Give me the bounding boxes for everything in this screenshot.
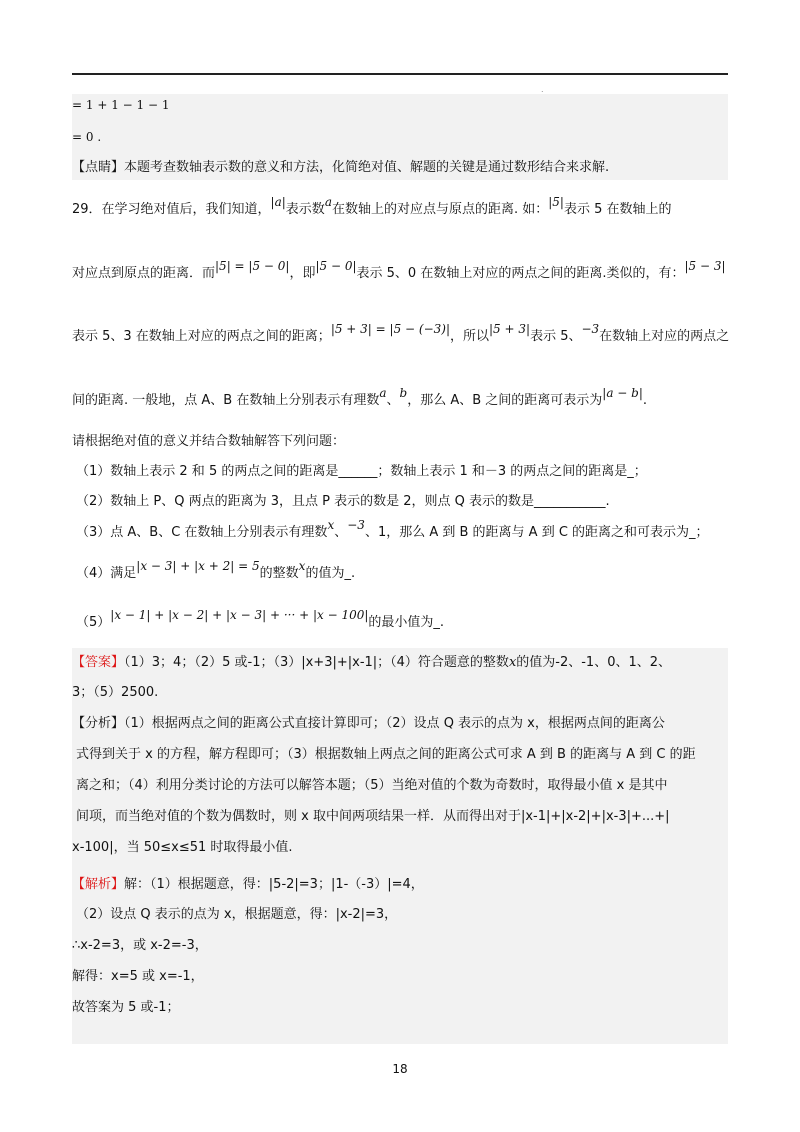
answer-label: 【答案】 <box>72 655 125 670</box>
q29-line-4: 间的距离. 一般地，点 A、B 在数轴上分别表示有理数a、b，那么 A、B 之间的距离可表示为|a − b|. <box>72 386 648 408</box>
equation-line-2: = 0 . <box>72 130 102 144</box>
analysis-label: 【分析】 <box>72 716 125 731</box>
solution-label: 【解析】 <box>72 877 125 892</box>
solution-line-3: ∴x-2=3，或 x-2=-3， <box>72 938 208 953</box>
analysis-line-1: 【分析】（1）根据两点之间的距离公式直接计算即可；（2）设点 Q 表示的点为 x，根据两点间的距离公 <box>72 716 665 731</box>
q29-sub-1: （1）数轴上表示 2 和 5 的两点之间的距离是______；数轴上表示 1 和－3 的两点之间的距离是_； <box>76 464 647 479</box>
math-a: a <box>324 195 332 209</box>
q29-line-1: 29．在学习绝对值后，我们知道，|a|表示数a在数轴上的对应点与原点的距离. 如：|5|表示 5 在数轴上的 <box>72 195 672 217</box>
q29-sub-5: （5）|x − 1| + |x − 2| + |x − 3| + ··· + |x − 100|的最小值为_. <box>76 608 445 630</box>
answer-line-2: 3；（5）2500. <box>72 685 159 700</box>
solution-line-2: （2）设点 Q 表示的点为 x，根据题意，得：|x-2|=3， <box>76 907 398 922</box>
q29-line-3: 表示 5、3 在数轴上对应的两点之间的距离；|5 + 3| = |5 − (−3)|，所以|5 + 3|表示 5、−3在数轴上对应的两点之 <box>72 322 730 344</box>
q29-sub-2: （2）数轴上 P、Q 两点的距离为 3，且点 P 表示的数是 2，则点 Q 表示的数是___________. <box>76 494 610 509</box>
solution-line-5: 故答案为 5 或-1； <box>72 1000 180 1015</box>
solution-line-1: 【解析】解：（1）根据题意，得：|5-2|=3；|1-（-3）|=4， <box>72 877 424 892</box>
header-mark: . <box>541 85 544 94</box>
dianjing-line <box>72 158 609 178</box>
dianjing-text: 本题考查数轴表示数的意义和方法，化简绝对值、解题的关键是通过数形结合来求解. <box>124 160 610 175</box>
analysis-line-3: 离之和；（4）利用分类讨论的方法可以解答本题；（5）当绝对值的个数为奇数时，取得最小值 x 是其中 <box>76 778 668 793</box>
dianjing-label: 【点睛】 <box>72 160 125 175</box>
analysis-line-4: 间项，而当绝对值的个数为偶数时，则 x 取中间两项结果一样．从而得出对于|x-1|+|x-2|+|x-3|+...+| <box>76 809 670 824</box>
math-abs-5: |5| <box>548 195 564 209</box>
analysis-line-2: 式得到关于 x 的方程，解方程即可；（3）根据数轴上两点之间的距离公式可求 A 到 B 的距离与 A 到 C 的距 <box>76 747 696 762</box>
answer-line-1: 【答案】（1）3；4；（2）5 或-1；（3）|x+3|+|x-1|；（4）符合题意的整数x的值为-2、-1、0、1、2、 <box>72 655 672 670</box>
header-rule <box>72 73 728 75</box>
math-abs-a: |a| <box>270 195 286 209</box>
solution-line-4: 解得：x=5 或 x=-1， <box>72 969 204 984</box>
equation-line-1: = 1 + 1 − 1 − 1 <box>72 98 170 112</box>
analysis-line-5: x-100|，当 50≤x≤51 时取得最小值. <box>72 840 293 855</box>
q29-line-2: 对应点到原点的距离．而|5| = |5 − 0|，即|5 − 0|表示 5、0 在数轴上对应的两点之间的距离.类似的，有：|5 − 3| <box>72 259 726 281</box>
q29-sub-4: （4）满足|x − 3| + |x + 2| = 5的整数x的值为_. <box>76 559 356 581</box>
q29-prompt: 请根据绝对值的意义并结合数轴解答下列问题： <box>72 434 346 449</box>
q29-sub-3: （3）点 A、B、C 在数轴上分别表示有理数x、−3、1，那么 A 到 B 的距离与 A 到 C 的距离之和可表示为_； <box>76 518 709 540</box>
page-number: 18 <box>392 1062 408 1076</box>
